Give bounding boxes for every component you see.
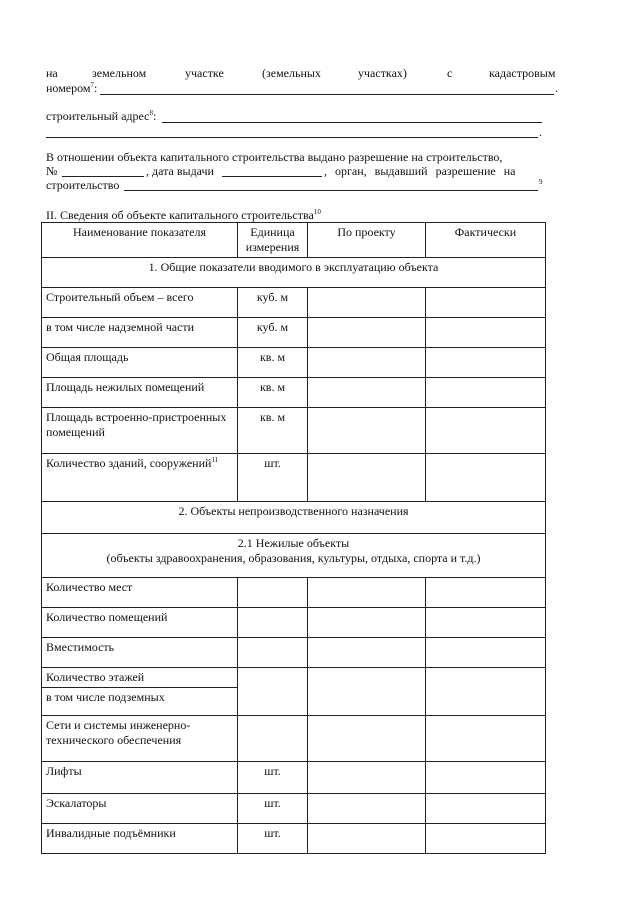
address-field-line1[interactable] bbox=[162, 122, 542, 123]
row-name: Общая площадь bbox=[42, 348, 238, 378]
header-actual: Фактически bbox=[426, 223, 546, 258]
table-row bbox=[42, 318, 546, 348]
header-name: Наименование показателя bbox=[42, 223, 238, 258]
row-unit bbox=[238, 638, 308, 668]
table-row bbox=[42, 378, 546, 408]
row-name: Количество зданий, сооружений$^{11}$ bbox=[42, 454, 238, 502]
actual-cell[interactable] bbox=[426, 378, 546, 408]
row-name: Площадь нежилых помещений bbox=[42, 378, 238, 408]
row-unit bbox=[238, 668, 308, 716]
land-word-2: земельном bbox=[92, 66, 147, 80]
row-unit bbox=[238, 608, 308, 638]
table-row bbox=[42, 824, 546, 854]
indicators-table bbox=[41, 222, 546, 854]
section-title: II. Сведения об объекте капитального строительства$^{10}$ bbox=[46, 208, 321, 222]
permit-note: 9 bbox=[539, 178, 543, 186]
group-row bbox=[42, 534, 546, 578]
row-name: в том числе надземной части bbox=[42, 318, 238, 348]
row-name: Вместимость bbox=[42, 638, 238, 668]
group1-title: 1. Общие показатели вводимого в эксплуатацию объекта bbox=[42, 258, 546, 288]
table-row bbox=[42, 638, 546, 668]
row-name: Инвалидные подъёмники bbox=[42, 824, 238, 854]
row-unit bbox=[238, 578, 308, 608]
table-row bbox=[42, 408, 546, 454]
permit-line1: В отношении объекта капитального строительства выдано разрешение на строительство, bbox=[46, 150, 503, 164]
row-unit: кв. м bbox=[238, 378, 308, 408]
permit-org-label: , орган, выдавший разрешение на bbox=[324, 164, 516, 178]
actual-cell[interactable] bbox=[426, 762, 546, 794]
row-name: Количество помещений bbox=[42, 608, 238, 638]
address-label: строительный адрес$^8$: bbox=[46, 109, 157, 123]
project-cell[interactable] bbox=[308, 288, 426, 318]
table-row bbox=[42, 608, 546, 638]
row-name: Эскалаторы bbox=[42, 794, 238, 824]
permit-number-field[interactable] bbox=[62, 176, 144, 177]
project-cell[interactable] bbox=[308, 668, 426, 716]
project-cell[interactable] bbox=[308, 408, 426, 454]
row-name: Количество этажей bbox=[42, 668, 238, 688]
project-cell[interactable] bbox=[308, 794, 426, 824]
row-name: Строительный объем – всего bbox=[42, 288, 238, 318]
project-cell[interactable] bbox=[308, 454, 426, 502]
table-row bbox=[42, 288, 546, 318]
actual-cell[interactable] bbox=[426, 638, 546, 668]
group-row bbox=[42, 502, 546, 534]
project-cell[interactable] bbox=[308, 608, 426, 638]
land-word-1: на bbox=[46, 66, 58, 80]
cadastral-number-field[interactable] bbox=[100, 94, 554, 95]
group2-title: 2. Объекты непроизводственного назначения bbox=[42, 502, 546, 534]
permit-line3: строительство bbox=[46, 178, 120, 192]
table-row bbox=[42, 794, 546, 824]
permit-no-label: № bbox=[46, 164, 58, 178]
project-cell[interactable] bbox=[308, 348, 426, 378]
table-row bbox=[42, 578, 546, 608]
row-unit: шт. bbox=[238, 454, 308, 502]
table-row bbox=[42, 668, 546, 688]
row-name: Сети и системы инженерно-технического обеспечения bbox=[42, 716, 238, 762]
land-word-5: участках) bbox=[358, 66, 407, 80]
row-unit: кв. м bbox=[238, 348, 308, 378]
actual-cell[interactable] bbox=[426, 578, 546, 608]
project-cell[interactable] bbox=[308, 638, 426, 668]
actual-cell[interactable] bbox=[426, 794, 546, 824]
cadastral-dot: . bbox=[555, 81, 558, 95]
header-project: По проекту bbox=[308, 223, 426, 258]
project-cell[interactable] bbox=[308, 378, 426, 408]
row-name: Площадь встроенно-пристроенных помещений bbox=[42, 408, 238, 454]
actual-cell[interactable] bbox=[426, 668, 546, 716]
actual-cell[interactable] bbox=[426, 824, 546, 854]
actual-cell[interactable] bbox=[426, 716, 546, 762]
table-row bbox=[42, 348, 546, 378]
actual-cell[interactable] bbox=[426, 318, 546, 348]
row-name: Лифты bbox=[42, 762, 238, 794]
header-unit: Единица измерения bbox=[238, 223, 308, 258]
land-word-6: с bbox=[447, 66, 453, 80]
row-unit: шт. bbox=[238, 762, 308, 794]
permit-date-label: , дата выдачи bbox=[146, 164, 214, 178]
land-word-3: участке bbox=[185, 66, 224, 80]
table-header-row bbox=[42, 223, 546, 258]
actual-cell[interactable] bbox=[426, 408, 546, 454]
actual-cell[interactable] bbox=[426, 348, 546, 378]
permit-org-field[interactable] bbox=[124, 190, 538, 191]
group21-heading: 2.1 Нежилые объекты bbox=[237, 536, 350, 550]
address-dot: . bbox=[539, 125, 542, 139]
row-unit: шт. bbox=[238, 824, 308, 854]
land-word-7: кадастровым bbox=[489, 66, 556, 80]
row-name: в том числе подземных bbox=[42, 688, 238, 716]
group21-subtitle: (объекты здравоохранения, образования, культуры, отдыха, спорта и т.д.) bbox=[106, 551, 481, 565]
project-cell[interactable] bbox=[308, 762, 426, 794]
row-unit: шт. bbox=[238, 794, 308, 824]
row-unit bbox=[238, 716, 308, 762]
project-cell[interactable] bbox=[308, 716, 426, 762]
project-cell[interactable] bbox=[308, 578, 426, 608]
row-unit: кв. м bbox=[238, 408, 308, 454]
land-word-4: (земельных bbox=[262, 66, 321, 80]
row-unit: куб. м bbox=[238, 318, 308, 348]
group21-title bbox=[42, 534, 546, 578]
project-cell[interactable] bbox=[308, 824, 426, 854]
permit-date-field[interactable] bbox=[222, 176, 322, 177]
actual-cell[interactable] bbox=[426, 288, 546, 318]
address-field-line2[interactable] bbox=[46, 137, 538, 138]
group-row bbox=[42, 258, 546, 288]
actual-cell[interactable] bbox=[426, 608, 546, 638]
table-row bbox=[42, 716, 546, 762]
row-name: Количество мест bbox=[42, 578, 238, 608]
cadastral-label: номером$^7$: bbox=[46, 81, 98, 95]
actual-cell[interactable] bbox=[426, 454, 546, 502]
row-unit: куб. м bbox=[238, 288, 308, 318]
project-cell[interactable] bbox=[308, 318, 426, 348]
table-row bbox=[42, 762, 546, 794]
table-row bbox=[42, 454, 546, 502]
